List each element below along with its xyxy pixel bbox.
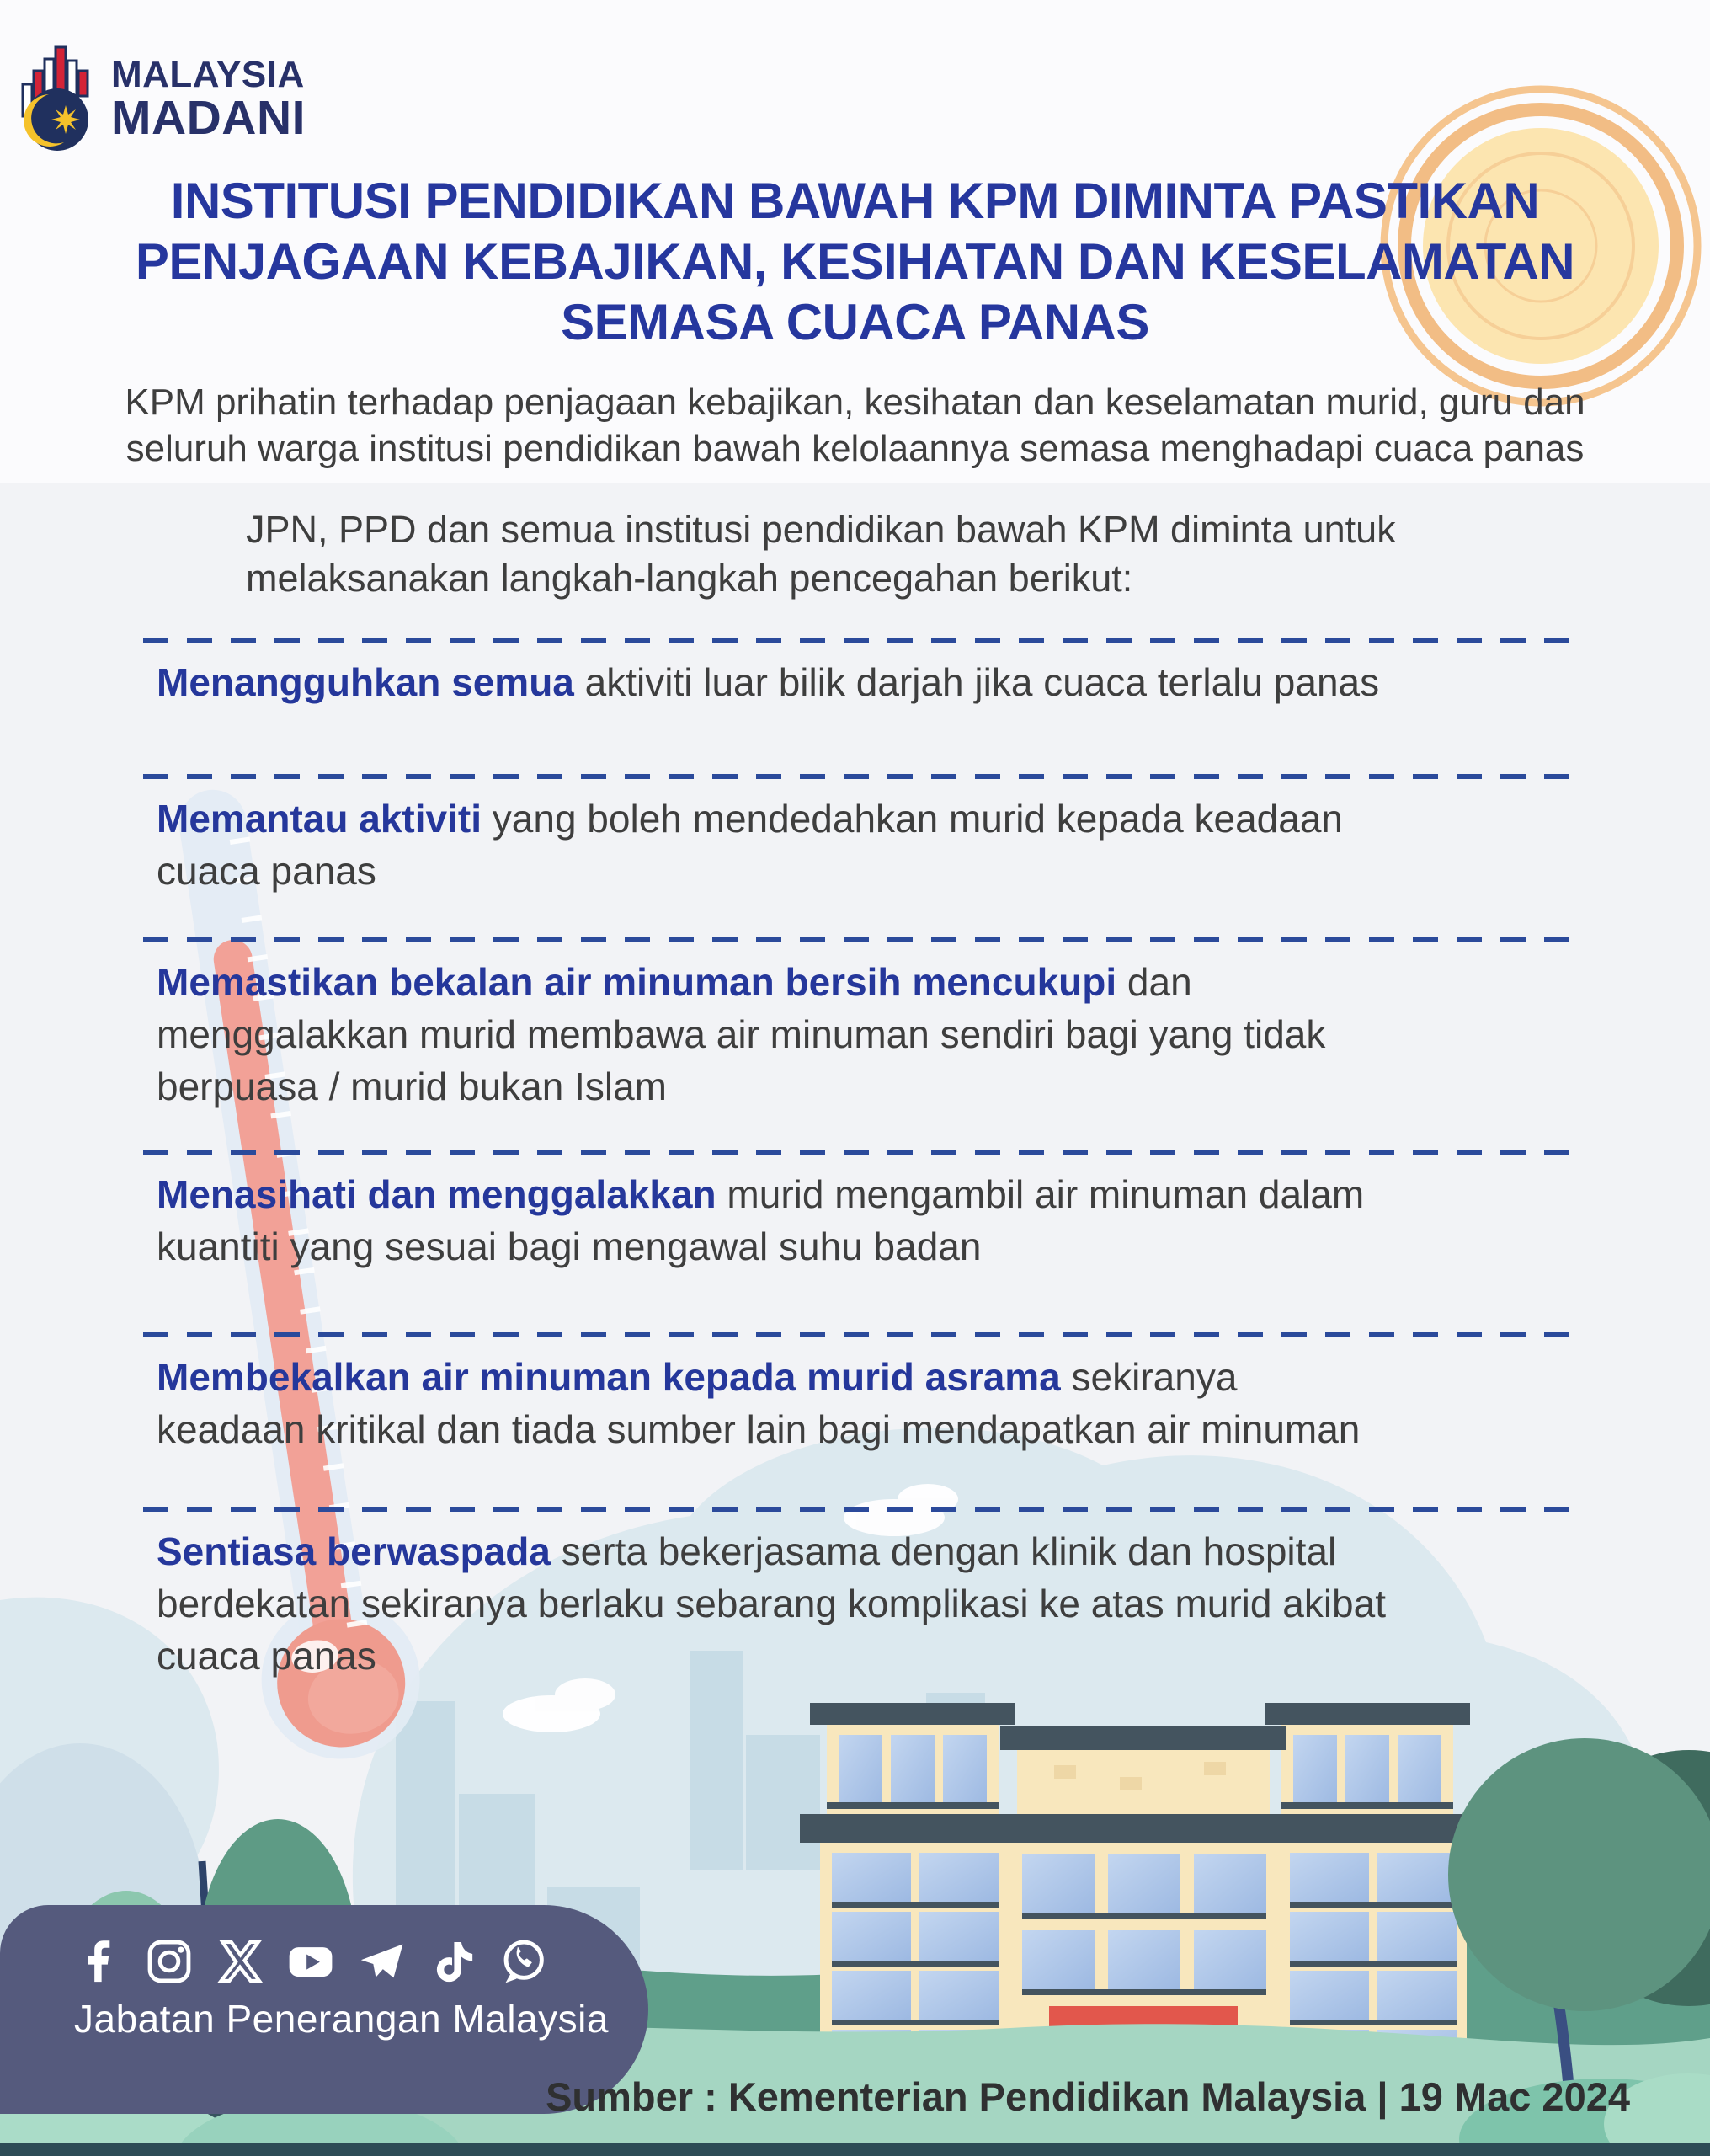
dashed-divider xyxy=(143,1150,1579,1155)
item-text: dan xyxy=(1116,960,1192,1004)
item-lead: Membekalkan air minuman kepada murid asrama xyxy=(157,1355,1061,1399)
intro-line1: KPM prihatin terhadap penjagaan kebajikan, kesihatan dan keselamatan murid, guru dan xyxy=(125,382,1585,423)
logo-line1: MALAYSIA xyxy=(111,54,305,95)
social-bar-label: Jabatan Penerangan Malaysia xyxy=(74,1997,609,2041)
item-text: berpuasa / murid bukan Islam xyxy=(157,1065,667,1108)
whatsapp-icon[interactable] xyxy=(498,1937,547,1986)
item-text: serta bekerjasama dengan klinik dan hospital xyxy=(550,1529,1337,1573)
list-item xyxy=(143,1150,1579,1273)
item-text: berdekatan sekiranya berlaku sebarang komplikasi ke atas murid akibat xyxy=(157,1582,1387,1625)
item-text: sekiranya xyxy=(1060,1355,1238,1399)
dashed-divider xyxy=(143,1332,1579,1337)
list-item xyxy=(143,638,1579,708)
logo-line2: MADANI xyxy=(111,91,306,145)
item-lead: Menangguhkan semua xyxy=(157,660,574,704)
subintro-line2: melaksanakan langkah-langkah pencegahan berikut: xyxy=(246,557,1133,600)
telegram-icon[interactable] xyxy=(357,1937,406,1986)
item-text: cuaca panas xyxy=(157,1634,376,1678)
list-item xyxy=(143,774,1579,897)
title-line3: SEMASA CUACA PANAS xyxy=(561,294,1149,350)
item-text: murid mengambil air minuman dalam xyxy=(716,1172,1365,1216)
tiktok-icon[interactable] xyxy=(428,1937,477,1986)
title-line1: INSTITUSI PENDIDIKAN BAWAH KPM DIMINTA PASTIKAN xyxy=(170,173,1540,229)
item-text: aktiviti luar bilik darjah jika cuaca terlalu panas xyxy=(573,660,1380,704)
item-text: yang boleh mendedahkan murid kepada keadaan xyxy=(482,797,1343,841)
source-attribution: Sumber : Kementerian Pendidikan Malaysia | 19 Mac 2024 xyxy=(546,2074,1630,2119)
item-text: menggalakkan murid membawa air minuman sendiri bagi yang tidak xyxy=(157,1012,1326,1056)
dashed-divider xyxy=(143,774,1579,779)
title-line2: PENJAGAAN KEBAJIKAN, KESIHATAN DAN KESELAMATAN xyxy=(135,233,1575,290)
list-item xyxy=(143,1332,1579,1455)
dashed-divider xyxy=(143,1507,1579,1512)
facebook-icon[interactable] xyxy=(74,1937,123,1986)
instagram-icon[interactable] xyxy=(145,1937,194,1986)
item-text: keadaan kritikal dan tiada sumber lain bagi mendapatkan air minuman xyxy=(157,1407,1361,1451)
item-lead: Memastikan bekalan air minuman bersih mencukupi xyxy=(157,960,1117,1004)
item-lead: Menasihati dan menggalakkan xyxy=(157,1172,716,1216)
bottom-strip xyxy=(0,2143,1710,2156)
item-text: cuaca panas xyxy=(157,849,376,893)
dashed-divider xyxy=(143,937,1579,942)
list-item xyxy=(143,1507,1579,1682)
intro-line2: seluruh warga institusi pendidikan bawah kelolaannya semasa menghadapi cuaca panas xyxy=(125,428,1585,469)
item-text: kuantiti yang sesuai bagi mengawal suhu badan xyxy=(157,1225,982,1268)
x-icon[interactable] xyxy=(216,1937,264,1986)
subintro-line1: JPN, PPD dan semua institusi pendidikan bawah KPM diminta untuk xyxy=(246,508,1396,551)
item-lead: Memantau aktiviti xyxy=(157,797,482,841)
youtube-icon[interactable] xyxy=(286,1937,335,1986)
item-lead: Sentiasa berwaspada xyxy=(157,1529,551,1573)
social-icon-row xyxy=(0,1905,648,1986)
dashed-divider xyxy=(143,638,1579,643)
list-item xyxy=(143,937,1579,1113)
